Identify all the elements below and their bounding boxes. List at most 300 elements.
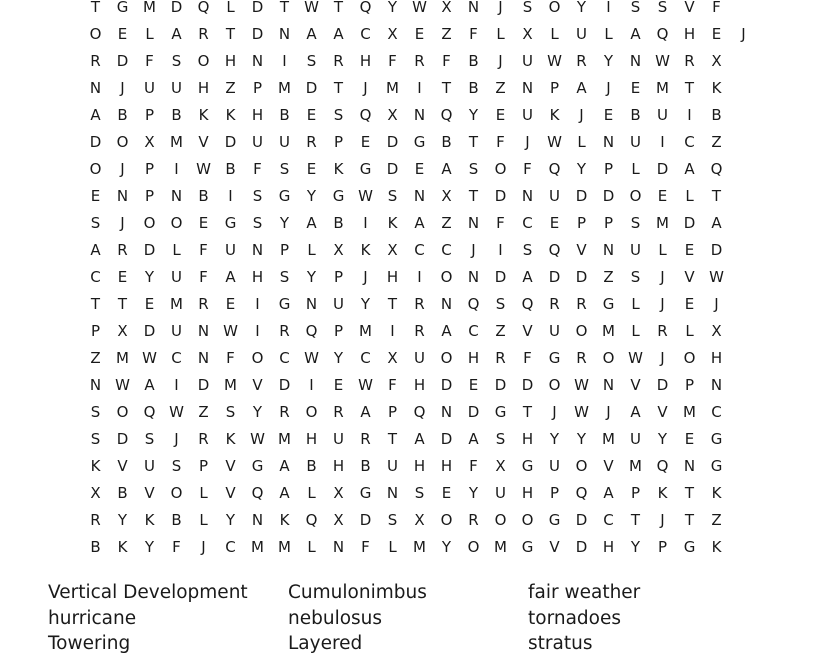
grid-letter[interactable]: Z [711,511,722,529]
grid-letter[interactable]: R [495,349,506,367]
grid-letter[interactable]: T [279,0,290,16]
grid-letter[interactable]: P [279,241,290,259]
grid-letter[interactable]: X [522,25,533,43]
grid-letter[interactable]: H [683,25,696,43]
grid-letter[interactable]: J [579,106,584,124]
grid-letter[interactable]: F [496,214,505,232]
grid-letter[interactable]: B [630,106,641,124]
grid-letter[interactable]: C [90,268,101,286]
grid-letter[interactable]: F [712,0,721,16]
grid-letter[interactable]: S [387,187,398,205]
grid-letter[interactable]: I [174,376,179,394]
grid-letter[interactable]: X [387,106,398,124]
grid-letter[interactable]: A [90,241,101,259]
grid-letter[interactable]: M [116,349,129,367]
grid-letter[interactable]: W [196,160,211,178]
grid-letter[interactable]: L [496,25,505,43]
grid-letter[interactable]: X [333,484,344,502]
grid-letter[interactable]: X [333,241,344,259]
grid-letter[interactable]: I [282,52,287,70]
grid-letter[interactable]: W [142,349,157,367]
grid-letter[interactable]: S [495,295,506,313]
grid-letter[interactable]: B [468,79,479,97]
grid-letter[interactable]: I [606,0,611,16]
grid-letter[interactable]: J [498,52,503,70]
grid-letter[interactable]: A [279,484,290,502]
grid-letter[interactable]: N [89,376,102,394]
grid-letter[interactable]: Q [197,0,210,16]
grid-letter[interactable]: A [360,403,371,421]
grid-letter[interactable]: L [577,133,586,151]
grid-letter[interactable]: V [549,538,560,556]
grid-letter[interactable]: M [602,430,615,448]
grid-letter[interactable]: K [333,160,344,178]
grid-letter[interactable]: H [305,430,318,448]
grid-letter[interactable]: D [251,0,264,16]
grid-letter[interactable]: K [711,79,722,97]
grid-letter[interactable]: M [602,322,615,340]
grid-letter[interactable]: S [279,268,290,286]
grid-letter[interactable]: Y [144,538,155,556]
grid-letter[interactable]: Q [521,295,534,313]
grid-letter[interactable]: X [711,322,722,340]
grid-letter[interactable]: G [278,295,291,313]
grid-letter[interactable]: P [144,160,155,178]
grid-letter[interactable]: A [630,403,641,421]
grid-letter[interactable]: A [468,430,479,448]
grid-letter[interactable]: R [576,52,587,70]
grid-letter[interactable]: N [467,268,480,286]
grid-letter[interactable]: M [683,403,696,421]
grid-letter[interactable]: S [90,214,101,232]
grid-letter[interactable]: P [198,457,209,475]
grid-letter[interactable]: U [279,133,290,151]
grid-letter[interactable]: A [441,322,452,340]
grid-letter[interactable]: S [414,484,425,502]
grid-letter[interactable]: B [711,106,722,124]
grid-letter[interactable]: L [145,25,154,43]
grid-letter[interactable]: H [251,268,264,286]
grid-letter[interactable]: R [414,52,425,70]
grid-letter[interactable]: R [90,52,101,70]
grid-letter[interactable]: X [90,484,101,502]
grid-letter[interactable]: N [602,133,615,151]
grid-letter[interactable]: S [522,241,533,259]
grid-letter[interactable]: E [684,430,695,448]
grid-letter[interactable]: P [576,214,587,232]
grid-letter[interactable]: M [629,457,642,475]
grid-letter[interactable]: Q [143,403,156,421]
grid-letter[interactable]: I [417,268,422,286]
grid-letter[interactable]: W [115,376,130,394]
grid-letter[interactable]: W [250,430,265,448]
grid-letter[interactable]: D [467,403,480,421]
grid-letter[interactable]: J [471,241,476,259]
grid-letter[interactable]: O [521,511,534,529]
grid-letter[interactable]: S [225,403,236,421]
grid-letter[interactable]: M [224,376,237,394]
grid-letter[interactable]: C [171,349,182,367]
grid-letter[interactable]: L [172,241,181,259]
grid-letter[interactable]: Z [711,133,722,151]
grid-letter[interactable]: R [657,322,668,340]
grid-letter[interactable]: O [548,376,561,394]
grid-letter[interactable]: D [575,187,588,205]
grid-letter[interactable]: T [684,79,695,97]
grid-letter[interactable]: E [630,79,641,97]
grid-letter[interactable]: V [603,457,614,475]
grid-letter[interactable]: J [525,133,530,151]
grid-letter[interactable]: H [440,457,453,475]
grid-letter[interactable]: P [657,538,668,556]
grid-letter[interactable]: S [171,457,182,475]
grid-letter[interactable]: Q [467,295,480,313]
grid-letter[interactable]: R [414,295,425,313]
grid-letter[interactable]: N [629,52,642,70]
grid-letter[interactable]: R [684,52,695,70]
grid-letter[interactable]: L [631,160,640,178]
grid-letter[interactable]: O [548,0,561,16]
grid-letter[interactable]: P [684,376,695,394]
grid-letter[interactable]: Y [549,430,560,448]
grid-letter[interactable]: L [226,0,235,16]
grid-letter[interactable]: Y [603,52,614,70]
grid-letter[interactable]: C [711,403,722,421]
grid-letter[interactable]: G [683,538,696,556]
grid-letter[interactable]: H [413,376,426,394]
grid-letter[interactable]: U [522,52,533,70]
grid-letter[interactable]: Y [657,430,668,448]
grid-letter[interactable]: Q [548,160,561,178]
grid-letter[interactable]: A [576,79,587,97]
grid-letter[interactable]: C [414,241,425,259]
grid-letter[interactable]: G [116,0,129,16]
grid-letter[interactable]: Q [359,106,372,124]
grid-letter[interactable]: D [575,538,588,556]
grid-letter[interactable]: O [575,457,588,475]
grid-letter[interactable]: S [495,430,506,448]
grid-letter[interactable]: O [305,403,318,421]
grid-letter[interactable]: B [441,133,452,151]
grid-letter[interactable]: T [90,0,101,16]
grid-letter[interactable]: F [388,376,397,394]
grid-letter[interactable]: W [358,376,373,394]
grid-letter[interactable]: I [417,79,422,97]
grid-letter[interactable]: A [306,25,317,43]
grid-letter[interactable]: E [414,160,425,178]
grid-letter[interactable]: T [468,133,479,151]
grid-letter[interactable]: K [144,511,155,529]
grid-letter[interactable]: W [304,0,319,16]
grid-letter[interactable]: U [225,241,236,259]
grid-letter[interactable]: V [225,484,236,502]
grid-letter[interactable]: R [576,295,587,313]
grid-letter[interactable]: K [90,457,101,475]
grid-letter[interactable]: D [143,322,156,340]
grid-letter[interactable]: S [90,430,101,448]
grid-letter[interactable]: T [117,295,128,313]
grid-letter[interactable]: F [361,538,370,556]
grid-letter[interactable]: W [547,52,562,70]
grid-letter[interactable]: B [360,457,371,475]
grid-letter[interactable]: K [198,106,209,124]
grid-letter[interactable]: R [279,403,290,421]
grid-letter[interactable]: B [117,106,128,124]
grid-letter[interactable]: D [224,133,237,151]
grid-letter[interactable]: Y [576,160,587,178]
grid-letter[interactable]: S [306,52,317,70]
grid-letter[interactable]: Q [413,403,426,421]
grid-letter[interactable]: C [279,349,290,367]
grid-letter[interactable]: P [333,133,344,151]
grid-letter[interactable]: M [278,430,291,448]
grid-letter[interactable]: O [170,484,183,502]
grid-letter[interactable]: E [198,214,209,232]
grid-letter[interactable]: M [170,295,183,313]
grid-letter[interactable]: Z [441,25,452,43]
grid-letter[interactable]: D [386,160,399,178]
grid-letter[interactable]: U [549,457,560,475]
grid-letter[interactable]: G [359,160,372,178]
grid-letter[interactable]: C [360,25,371,43]
grid-letter[interactable]: U [333,295,344,313]
grid-letter[interactable]: X [117,322,128,340]
grid-letter[interactable]: A [171,25,182,43]
grid-letter[interactable]: W [574,376,589,394]
grid-letter[interactable]: N [170,187,183,205]
grid-letter[interactable]: J [120,160,125,178]
grid-letter[interactable]: A [522,268,533,286]
grid-letter[interactable]: X [711,52,722,70]
grid-letter[interactable]: N [710,376,723,394]
grid-letter[interactable]: K [711,538,722,556]
grid-letter[interactable]: D [521,376,534,394]
grid-letter[interactable]: W [628,349,643,367]
grid-letter[interactable]: Y [225,511,236,529]
grid-letter[interactable]: J [363,79,368,97]
grid-letter[interactable]: W [574,403,589,421]
grid-letter[interactable]: Y [468,484,479,502]
grid-letter[interactable]: N [467,214,480,232]
grid-letter[interactable]: U [576,25,587,43]
grid-letter[interactable]: Q [548,241,561,259]
grid-letter[interactable]: N [602,376,615,394]
grid-letter[interactable]: Y [117,511,128,529]
grid-letter[interactable]: P [144,106,155,124]
grid-letter[interactable]: S [630,214,641,232]
grid-letter[interactable]: V [117,457,128,475]
grid-letter[interactable]: N [278,25,291,43]
grid-letter[interactable]: R [117,241,128,259]
grid-letter[interactable]: Y [279,214,290,232]
grid-letter[interactable]: W [223,322,238,340]
grid-letter[interactable]: O [197,52,210,70]
grid-letter[interactable]: V [252,376,263,394]
grid-letter[interactable]: F [199,241,208,259]
grid-letter[interactable]: G [413,133,426,151]
grid-letter[interactable]: D [548,268,561,286]
grid-letter[interactable]: T [387,430,398,448]
grid-letter[interactable]: D [656,376,669,394]
grid-letter[interactable]: D [494,376,507,394]
grid-letter[interactable]: Q [305,322,318,340]
grid-letter[interactable]: K [657,484,668,502]
grid-letter[interactable]: R [90,511,101,529]
grid-letter[interactable]: J [660,511,665,529]
grid-letter[interactable]: F [145,52,154,70]
grid-letter[interactable]: C [441,241,452,259]
grid-letter[interactable]: I [363,214,368,232]
grid-letter[interactable]: T [225,25,236,43]
grid-letter[interactable]: B [90,538,101,556]
grid-letter[interactable]: V [630,376,641,394]
grid-letter[interactable]: R [576,349,587,367]
grid-letter[interactable]: D [683,214,696,232]
grid-letter[interactable]: T [441,79,452,97]
grid-letter[interactable]: A [306,214,317,232]
grid-letter[interactable]: F [388,52,397,70]
grid-letter[interactable]: L [685,322,694,340]
grid-letter[interactable]: C [468,322,479,340]
grid-letter[interactable]: U [549,322,560,340]
grid-letter[interactable]: G [710,430,723,448]
grid-letter[interactable]: W [655,52,670,70]
grid-letter[interactable]: I [498,241,503,259]
grid-letter[interactable]: J [120,79,125,97]
grid-letter[interactable]: T [90,295,101,313]
grid-letter[interactable]: B [279,106,290,124]
grid-letter[interactable]: V [657,403,668,421]
grid-letter[interactable]: J [606,403,611,421]
grid-letter[interactable]: D [386,133,399,151]
grid-letter[interactable]: N [251,511,264,529]
grid-letter[interactable]: H [710,349,723,367]
grid-letter[interactable]: E [468,376,479,394]
grid-letter[interactable]: F [172,538,181,556]
grid-letter[interactable]: Y [306,187,317,205]
grid-letter[interactable]: E [684,241,695,259]
grid-letter[interactable]: D [494,187,507,205]
grid-letter[interactable]: O [467,538,480,556]
grid-letter[interactable]: U [333,430,344,448]
grid-letter[interactable]: G [359,484,372,502]
grid-letter[interactable]: R [306,133,317,151]
grid-letter[interactable]: N [197,322,210,340]
grid-letter[interactable]: Y [360,295,371,313]
grid-letter[interactable]: E [441,484,452,502]
grid-letter[interactable]: O [602,349,615,367]
grid-letter[interactable]: Z [90,349,101,367]
grid-letter[interactable]: V [225,457,236,475]
grid-letter[interactable]: I [687,106,692,124]
grid-letter[interactable]: I [174,160,179,178]
grid-letter[interactable]: O [251,349,264,367]
grid-letter[interactable]: U [657,106,668,124]
grid-letter[interactable]: N [521,79,534,97]
grid-letter[interactable]: Z [441,214,452,232]
grid-letter[interactable]: B [198,187,209,205]
grid-letter[interactable]: K [711,484,722,502]
grid-letter[interactable]: W [304,349,319,367]
grid-letter[interactable]: A [441,160,452,178]
grid-letter[interactable]: Y [144,268,155,286]
grid-letter[interactable]: A [333,25,344,43]
grid-letter[interactable]: F [523,349,532,367]
grid-letter[interactable]: A [144,376,155,394]
grid-letter[interactable]: I [390,322,395,340]
grid-letter[interactable]: Y [387,0,398,16]
grid-letter[interactable]: I [660,133,665,151]
grid-letter[interactable]: N [440,295,453,313]
grid-letter[interactable]: S [657,0,668,16]
grid-letter[interactable]: D [440,430,453,448]
grid-letter[interactable]: U [630,241,641,259]
grid-letter[interactable]: P [90,322,101,340]
grid-letter[interactable]: L [388,538,397,556]
grid-letter[interactable]: W [412,0,427,16]
grid-letter[interactable]: O [170,214,183,232]
grid-letter[interactable]: O [440,511,453,529]
grid-letter[interactable]: Y [252,403,263,421]
grid-letter[interactable]: M [656,79,669,97]
grid-letter[interactable]: N [440,403,453,421]
grid-letter[interactable]: Y [576,430,587,448]
grid-letter[interactable]: Y [306,268,317,286]
grid-letter[interactable]: X [441,0,452,16]
grid-letter[interactable]: L [631,295,640,313]
grid-letter[interactable]: G [548,349,561,367]
grid-letter[interactable]: Q [305,511,318,529]
grid-letter[interactable]: S [522,0,533,16]
grid-letter[interactable]: S [630,268,641,286]
grid-letter[interactable]: L [604,25,613,43]
grid-letter[interactable]: H [197,79,210,97]
grid-letter[interactable]: Q [710,160,723,178]
grid-letter[interactable]: G [602,295,615,313]
grid-letter[interactable]: U [144,457,155,475]
grid-letter[interactable]: O [116,133,129,151]
grid-letter[interactable]: E [684,295,695,313]
grid-letter[interactable]: V [576,241,587,259]
grid-letter[interactable]: S [468,160,479,178]
grid-letter[interactable]: N [602,241,615,259]
grid-letter[interactable]: Z [603,268,614,286]
grid-letter[interactable]: S [144,430,155,448]
grid-letter[interactable]: F [199,268,208,286]
grid-letter[interactable]: S [90,403,101,421]
grid-letter[interactable]: Y [468,106,479,124]
grid-letter[interactable]: H [521,484,534,502]
grid-letter[interactable]: A [279,457,290,475]
grid-letter[interactable]: B [225,160,236,178]
grid-letter[interactable]: X [495,457,506,475]
grid-letter[interactable]: C [225,538,236,556]
grid-letter[interactable]: S [387,511,398,529]
grid-letter[interactable]: P [252,79,263,97]
grid-letter[interactable]: R [198,25,209,43]
grid-letter[interactable]: N [197,349,210,367]
grid-letter[interactable]: C [360,349,371,367]
grid-letter[interactable]: A [684,160,695,178]
grid-letter[interactable]: G [224,214,237,232]
grid-letter[interactable]: M [359,322,372,340]
grid-letter[interactable]: C [522,214,533,232]
grid-letter[interactable]: Q [251,484,264,502]
grid-letter[interactable]: A [711,214,722,232]
grid-letter[interactable]: V [522,322,533,340]
grid-letter[interactable]: T [684,484,695,502]
grid-letter[interactable]: E [225,295,236,313]
